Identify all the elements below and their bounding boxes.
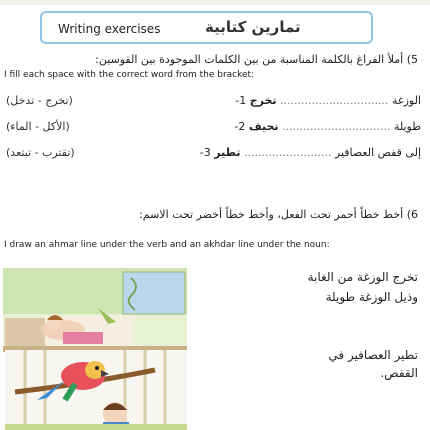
title-arabic: تمارين كتابية bbox=[205, 18, 301, 36]
question-6-english: I draw an ahmar line under the verb and an akhdar line under the noun: bbox=[4, 240, 330, 250]
options: (الأكل - الماء) bbox=[6, 120, 70, 133]
question-5-arabic: 5) أملأ الفراغ بالكلمة المناسبة من بين الكلمات الموجودة بين القوسين: bbox=[95, 53, 418, 66]
title-english: Writing exercises bbox=[58, 22, 161, 36]
illustration-parrot bbox=[5, 350, 187, 430]
parrot-drawing bbox=[5, 350, 187, 430]
sentence bbox=[235, 94, 421, 107]
options: (تخرج - تدخل) bbox=[6, 94, 73, 107]
sentence-word: تخرج bbox=[249, 94, 277, 107]
blank: ............................... bbox=[282, 120, 391, 133]
sentence bbox=[234, 120, 421, 133]
sentence-fill: طويلة bbox=[393, 120, 421, 133]
top-strip bbox=[0, 0, 430, 5]
item-number: 2- bbox=[234, 120, 246, 133]
illustration-child-gecko bbox=[3, 268, 187, 352]
exercise-row bbox=[6, 120, 421, 136]
sentence bbox=[200, 146, 421, 159]
exercise-row bbox=[6, 94, 421, 110]
child-gecko-drawing bbox=[3, 268, 187, 352]
sentence-line: القفص. bbox=[380, 366, 418, 380]
sentence-word: تطير bbox=[214, 146, 241, 159]
exercise-row bbox=[6, 146, 421, 162]
item-number: 1- bbox=[235, 94, 247, 107]
blank: ......................... bbox=[243, 146, 332, 159]
item-number: 3- bbox=[199, 146, 211, 159]
blank: ............................... bbox=[280, 94, 389, 107]
options: (تقترب - تبتعد) bbox=[6, 146, 75, 159]
sentence-line: وذيل الوزغة طويلة bbox=[325, 290, 418, 304]
sentence-word: نحيف bbox=[248, 120, 279, 133]
question-5-english: I fill each space with the correct word from the bracket: bbox=[4, 70, 255, 80]
question-6-arabic: 6) أخط خطاً أحمر تحت الفعل، وأخط خطاً أخضر تحت الاسم: bbox=[139, 208, 418, 221]
sentence-line: تخرج الوزغة من الغابة bbox=[307, 270, 418, 284]
sentence-fill: إلى قفص العصافير bbox=[334, 146, 421, 159]
sentence-fill: الوزغة bbox=[391, 94, 421, 107]
sentence-line: تطير العصافير في bbox=[328, 348, 418, 362]
